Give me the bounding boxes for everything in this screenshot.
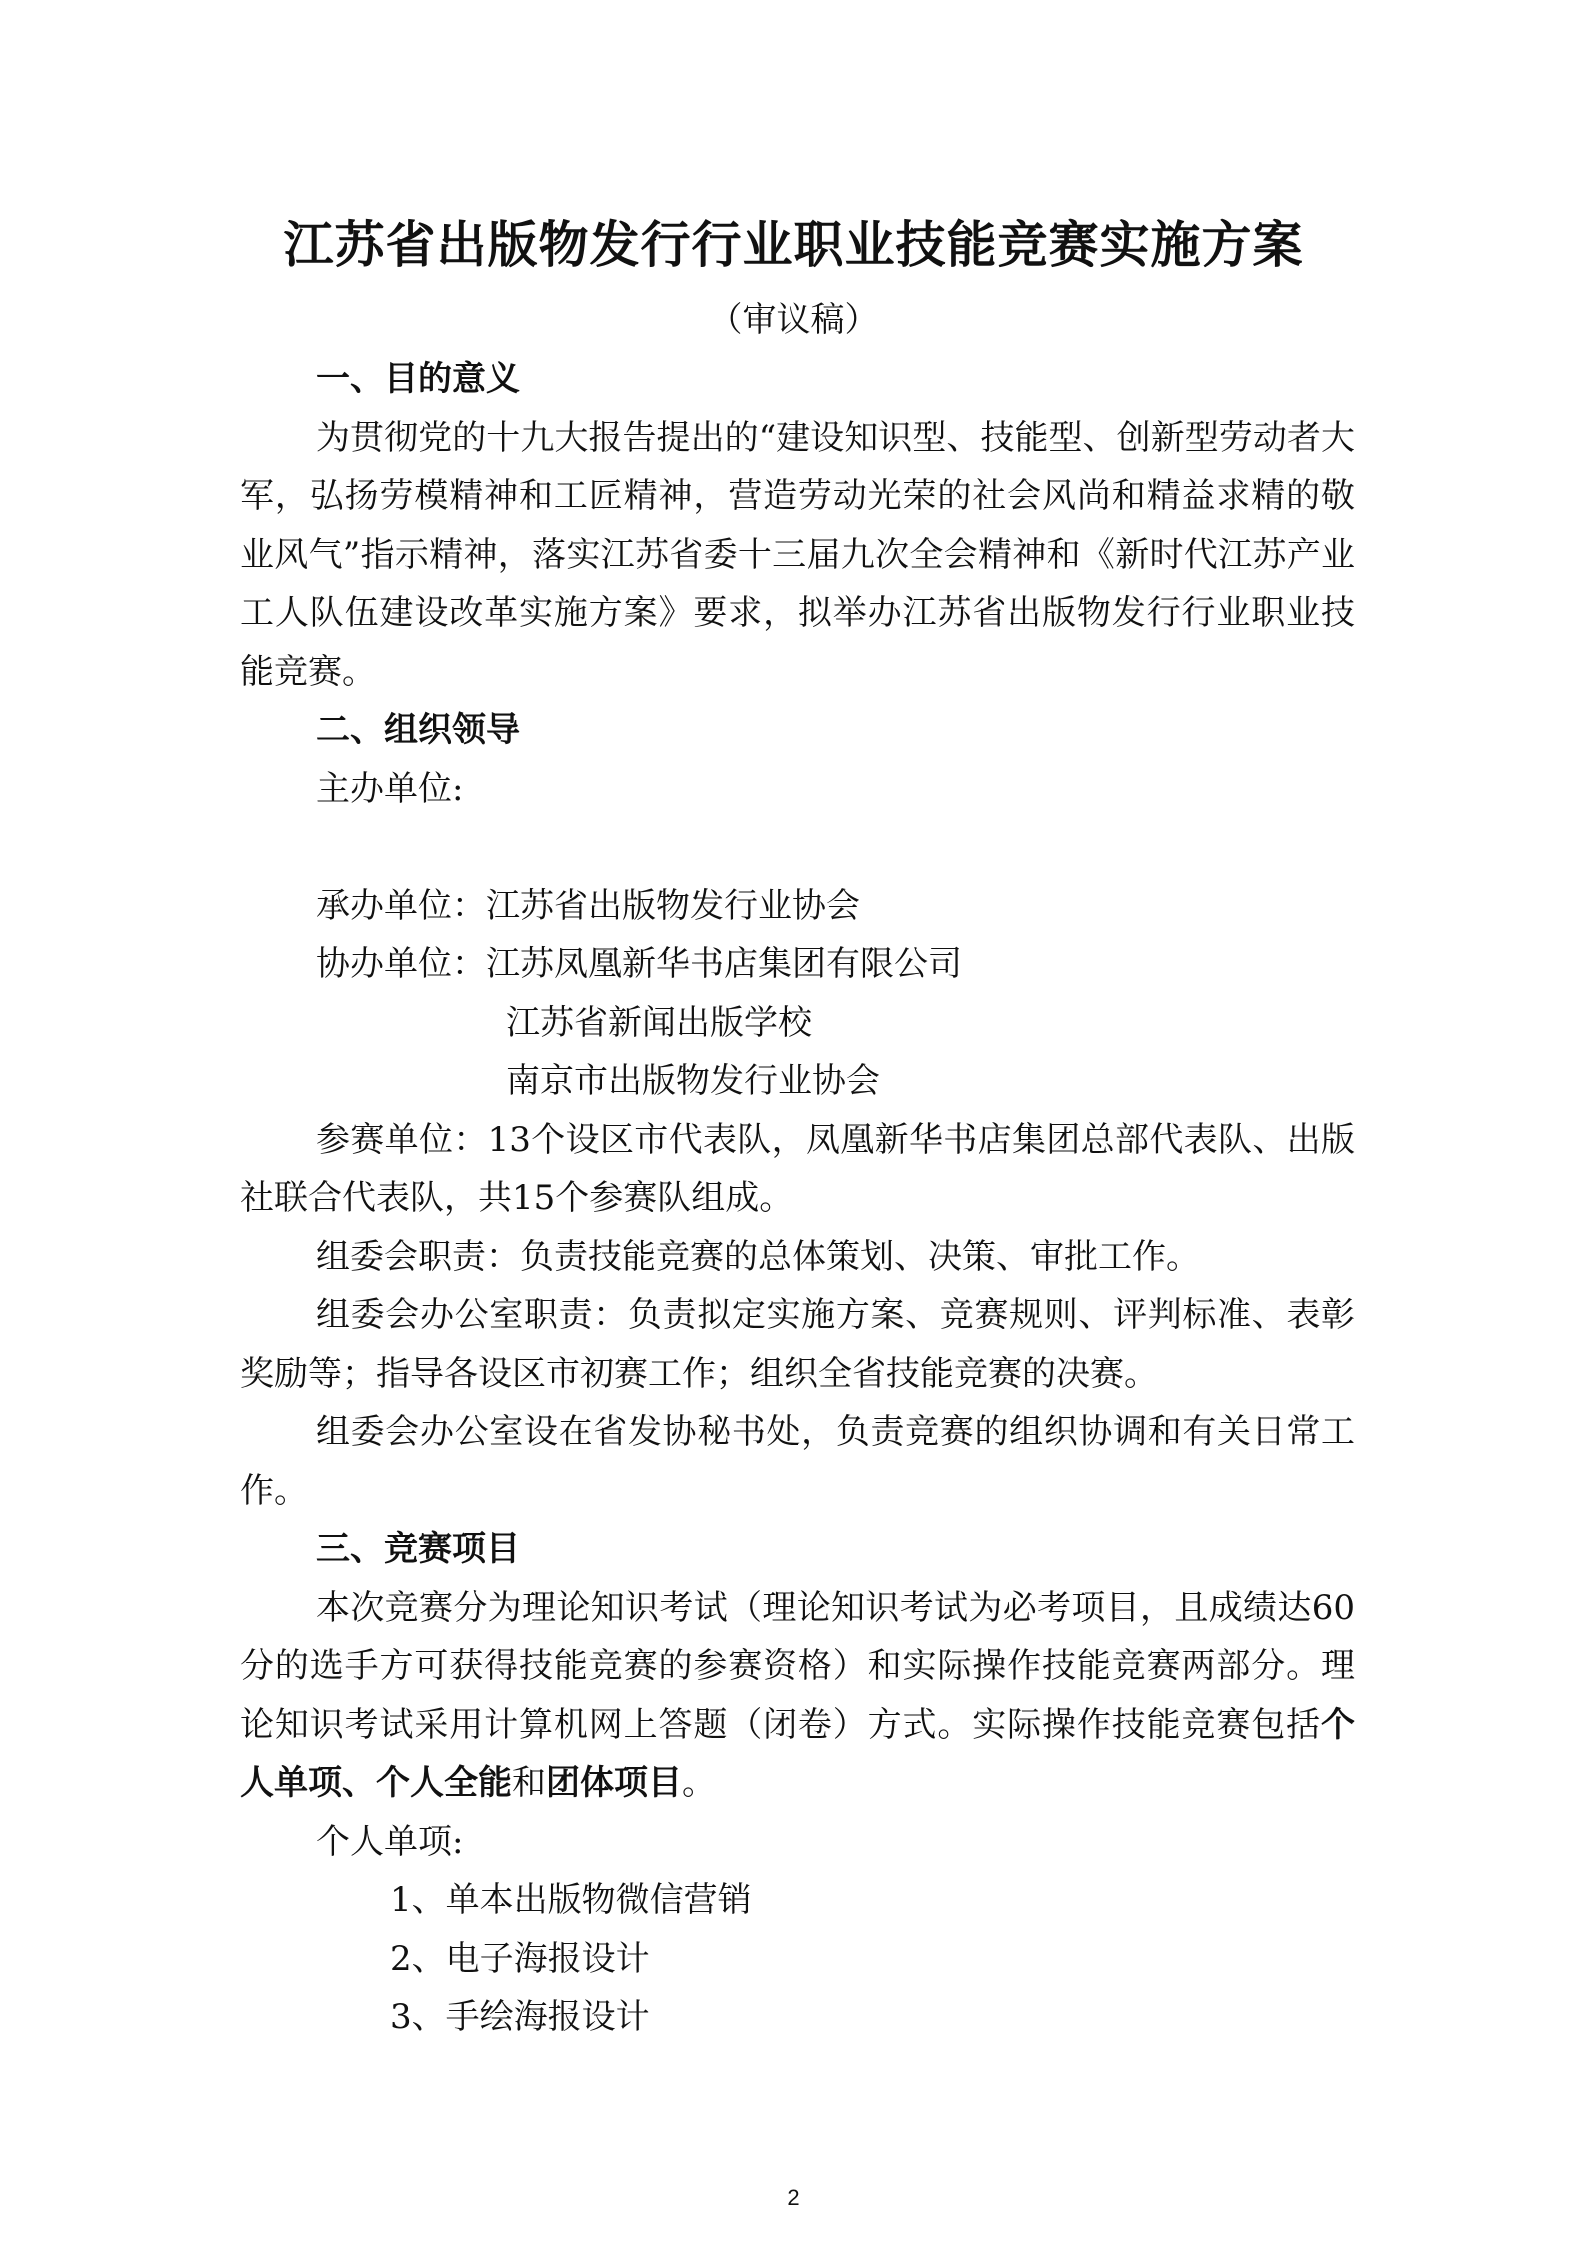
list-item: 2、电子海报设计 [390,1938,650,1979]
document-body [240,350,1355,2047]
blank-line [240,818,1355,877]
events-paragraph [240,1579,1355,1813]
co-organizer-line: 协办单位：江苏凤凰新华书店集团有限公司 [316,944,962,984]
events-bold-individual: 个人单项、个人全能 [240,1704,1355,1803]
document-title: 江苏省出版物发行行业职业技能竞赛实施方案 [283,216,1304,274]
committee-duty-paragraph: 组委会职责：负责技能竞赛的总体策划、决策、审批工作。 [316,1236,1200,1277]
events-connector: 和 [512,1763,546,1803]
events-bold-team: 团体项目 [546,1763,682,1803]
co-organizer-line: 南京市出版物发行业协会 [506,1061,880,1101]
office-duty-paragraph: 组委会办公室职责：负责拟定实施方案、竞赛规则、评判标准、表彰奖励等；指导各设区市初赛工作；组织全省技能竞赛的决赛。 [240,1295,1355,1394]
individual-label: 个人单项: [316,1821,464,1862]
events-end-punct: 。 [682,1763,716,1803]
purpose-paragraph: 为贯彻党的十九大报告提出的“建设知识型、技能型、创新型劳动者大军，弘扬劳模精神和工匠精神，营造劳动光荣的社会风尚和精益求精的敬业风气”指示精神，落实江苏省委十三届九次全会精神和《新时代江苏产业工人队伍建设改革实施方案》要求，拟举办江苏省出版物发行行业职业技能竞赛。 [240,417,1355,692]
section-heading-organization: 二、组织领导 [316,710,520,750]
host-label: 主办单位: [316,768,464,809]
office-location-paragraph: 组委会办公室设在省发协秘书处，负责竞赛的组织协调和有关日常工作。 [240,1412,1355,1511]
participants-paragraph: 参赛单位：13个设区市代表队，凤凰新华书店集团总部代表队、出版社联合代表队，共15个参赛队组成。 [240,1119,1355,1218]
list-item: 3、手绘海报设计 [390,1997,650,2037]
section-heading-purpose: 一、目的意义 [316,359,520,399]
document-subtitle: （审议稿） [708,300,879,340]
list-item: 1、单本出版物微信营销 [390,1880,752,1920]
section-heading-events: 三、竞赛项目 [316,1529,520,1569]
page-number: 2 [787,2185,800,2210]
organizer-line: 承办单位：江苏省出版物发行业协会 [316,885,860,926]
co-organizer-line: 江苏省新闻出版学校 [506,1002,812,1043]
events-text: 本次竞赛分为理论知识考试（理论知识考试为必考项目，且成绩达60分的选手方可获得技能竞赛的参赛资格）和实际操作技能竞赛两部分。理论知识考试采用计算机网上答题（闭卷）方式。实际操作技能竞赛包括 [240,1587,1355,1745]
